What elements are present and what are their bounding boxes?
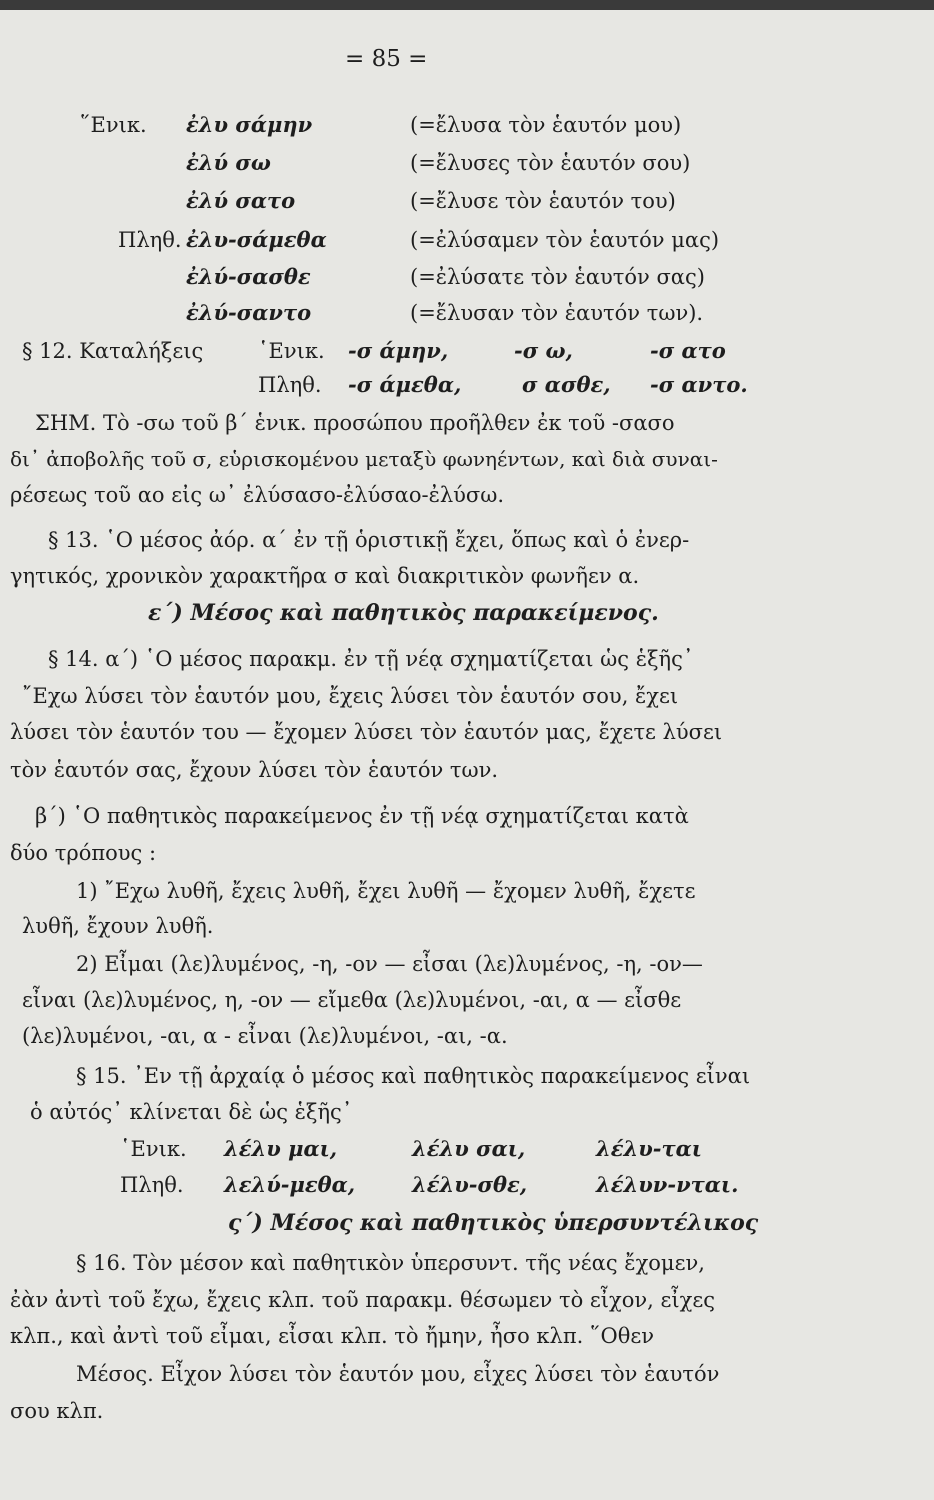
s14-line: εἶναι (λε)λυμένος, η, -ον — εἴμεθα (λε)λυμένοι, -αι, α — εἶσθε	[22, 988, 682, 1012]
s15-plural-label: Πληθ.	[120, 1173, 184, 1197]
s14-line: § 14. α΄) ῾Ο μέσος παρακμ. ἐν τῇ νέᾳ σχηματίζεται ὡς ἑξῆς᾽	[48, 647, 694, 671]
s14-line: τὸν ἑαυτόν σας, ἔχουν λύσει τὸν ἑαυτόν των.	[10, 758, 499, 782]
paradigm-form: ἐλύ-σασθε	[186, 264, 311, 289]
s15-line: ὁ αὐτός᾽ κλίνεται δὲ ὡς ἑξῆς᾽	[30, 1100, 353, 1124]
plural-label: Πληθ.	[118, 228, 182, 252]
s16-line: § 16. Τὸν μέσον καὶ παθητικὸν ὑπερσυντ. τῆς νέας ἔχομεν,	[76, 1251, 705, 1275]
paradigm-gloss: (=ἔλυσες τὸν ἑαυτόν σου)	[410, 151, 691, 175]
s12-plural-label: Πληθ.	[258, 373, 322, 397]
s14-line: (λε)λυμένοι, -αι, α - εἶναι (λε)λυμένοι, -αι, -α.	[22, 1024, 508, 1048]
ending: -σ άμεθα,	[348, 372, 462, 397]
s15-singular-label: ῾Ενικ.	[120, 1137, 187, 1161]
note-line: δι᾽ ἀποβολῆς τοῦ σ, εὑρισκομένου μεταξὺ φωνηέντων, καὶ διὰ συναι-	[10, 447, 718, 471]
s15-form: λέλυ σαι,	[412, 1136, 526, 1161]
paradigm-form: ἐλύ σατο	[186, 188, 296, 213]
s16-line: κλπ., καὶ ἀντὶ τοῦ εἶμαι, εἶσαι κλπ. τὸ ἤμην, ἦσο κλπ. ῞Οθεν	[10, 1324, 654, 1348]
section-heading-st: ς΄) Μέσος καὶ παθητικὸς ὑπερσυντέλικος	[228, 1210, 759, 1236]
ending: -σ ατο	[650, 338, 726, 363]
paradigm-form: ἐλύ-σαντο	[186, 300, 312, 325]
note-line: ΣΗΜ. Τὸ -σω τοῦ β΄ ἑνικ. προσώπου προῆλθεν ἐκ τοῦ -σασο	[35, 411, 675, 435]
s15-line: § 15. ᾿Εν τῇ ἀρχαίᾳ ὁ μέσος καὶ παθητικὸς παρακείμενος εἶναι	[76, 1064, 751, 1088]
s15-form: λελύ-μεθα,	[224, 1172, 356, 1197]
s13-line: γητικός, χρονικὸν χαρακτῆρα σ καὶ διακριτικὸν φωνῆεν α.	[10, 564, 640, 588]
s14-line: δύο τρόπους :	[10, 841, 157, 865]
paradigm-gloss: (=ἔλυσαν τὸν ἑαυτόν των).	[410, 301, 704, 325]
page-number: = 85 =	[345, 46, 428, 72]
ending: -σ ω,	[514, 338, 573, 363]
s16-line: Μέσος. Εἶχον λύσει τὸν ἑαυτόν μου, εἶχες λύσει τὸν ἑαυτόν	[76, 1362, 720, 1386]
paradigm-gloss: (=ἐλύσαμεν τὸν ἑαυτόν μας)	[410, 228, 720, 252]
s14-line: 2) Εἶμαι (λε)λυμένος, -η, -ον — εἶσαι (λε)λυμένος, -η, -ον—	[76, 952, 703, 976]
s15-form: λέλυ-σθε,	[412, 1172, 528, 1197]
s14-line: ῎Εχω λύσει τὸν ἑαυτόν μου, ἔχεις λύσει τὸν ἑαυτόν σου, ἔχει	[22, 684, 679, 708]
section-heading-e: ε΄) Μέσος καὶ παθητικὸς παρακείμενος.	[148, 600, 659, 626]
s14-line: 1) ῎Εχω λυθῆ, ἔχεις λυθῆ, ἔχει λυθῆ — ἔχομεν λυθῆ, ἔχετε	[76, 879, 696, 903]
paradigm-gloss: (=ἔλυσα τὸν ἑαυτόν μου)	[410, 113, 682, 137]
singular-label: ῞Ενικ.	[80, 113, 147, 137]
paradigm-form: ἐλυ σάμην	[186, 112, 313, 137]
s13-line: § 13. ῾Ο μέσος ἀόρ. α΄ ἐν τῇ ὁριστικῇ ἔχει, ὅπως καὶ ὁ ἐνερ-	[48, 528, 690, 552]
ending: -σ αντο.	[650, 372, 748, 397]
ending: σ ασθε,	[522, 372, 611, 397]
s15-form: λέλυν-νται.	[596, 1172, 739, 1197]
s12-label: § 12. Καταλήξεις	[22, 339, 204, 363]
paradigm-form: ἐλύ σω	[186, 150, 271, 175]
s14-line: β΄) ῾Ο παθητικὸς παρακείμενος ἐν τῇ νέᾳ σχηματίζεται κατὰ	[35, 804, 689, 828]
s14-line: λύσει τὸν ἑαυτόν του — ἔχομεν λύσει τὸν ἑαυτόν μας, ἔχετε λύσει	[10, 720, 723, 744]
s14-line: λυθῆ, ἔχουν λυθῆ.	[22, 914, 214, 938]
paradigm-gloss: (=ἐλύσατε τὸν ἑαυτόν σας)	[410, 265, 705, 289]
s16-line: σου κλπ.	[10, 1399, 104, 1423]
ending: -σ άμην,	[348, 338, 449, 363]
s16-line: ἐὰν ἀντὶ τοῦ ἔχω, ἔχεις κλπ. τοῦ παρακμ. θέσωμεν τὸ εἶχον, εἶχες	[10, 1288, 715, 1312]
s12-singular-label: ῾Ενικ.	[258, 339, 325, 363]
s15-form: λέλυ-ται	[596, 1136, 702, 1161]
paradigm-gloss: (=ἔλυσε τὸν ἑαυτόν του)	[410, 189, 676, 213]
page-top-edge	[0, 0, 934, 10]
paradigm-form: ἐλυ-σάμεθα	[186, 227, 327, 252]
s15-form: λέλυ μαι,	[224, 1136, 338, 1161]
note-line: ρέσεως τοῦ αο εἰς ω᾽ ἐλύσασο-ἐλύσαο-ἐλύσω.	[10, 483, 505, 507]
